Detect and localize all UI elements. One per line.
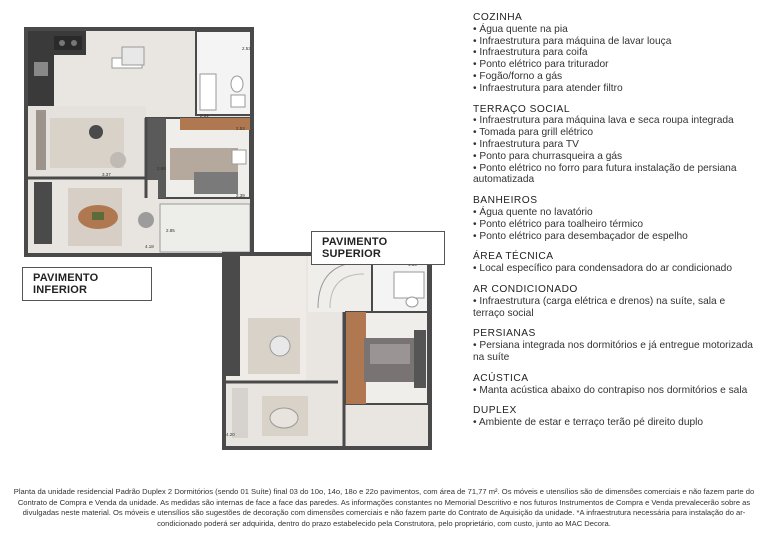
feature-item: • Água quente no lavatório xyxy=(473,207,758,219)
dim-label: 2.53 xyxy=(242,46,251,51)
feature-item: • Infraestrutura para TV xyxy=(473,139,758,151)
feature-item: • Água quente na pia xyxy=(473,24,758,36)
section-title: TERRAÇO SOCIAL xyxy=(473,103,571,115)
feature-section xyxy=(473,328,758,363)
dim-label: 4.18 xyxy=(145,244,154,249)
feature-section xyxy=(473,251,758,275)
feature-item: • Manta acústica abaixo do contrapiso nos dormitórios e sala xyxy=(473,385,758,397)
feature-section xyxy=(473,405,758,429)
feature-item: • Ponto para churrasqueira a gás xyxy=(473,151,758,163)
dim-label: 3.37 xyxy=(102,172,111,177)
section-title: BANHEIROS xyxy=(473,195,538,207)
feature-item: • Ambiente de estar e terraço terão pé direito duplo xyxy=(473,417,758,429)
dim-label: 2.88 xyxy=(157,166,166,171)
dim-label: 2.39 xyxy=(236,193,245,198)
disclaimer-footnote: Planta da unidade residencial Padrão Duplex 2 Dormitórios (sendo 01 Suíte) final 03 do 10o, 14o, 18o e 22o pavimentos, com área de 71,77 m². Os móveis e utensílios são de dimensões comerciais e não fazem parte do Contrato de Compra e Venda da unidade. As medidas são internas de face a face das paredes. As informações constantes no Memorial Descritivo e nos futuros Instrumentos de Compra e Venda prevalecerão sobre as divulgadas neste material. Os móveis e utensílios são sugestões de decoração com dimensões comerciais e não fazem parte do Contrato de Aquisição da unidade. *A infraestrutura necessária para instalação do ar-condicionado poderá ser adquirida, dentro do prazo estabelecido pela Construtora, pelo proprietário, com custo, junto ao MAC Decora. xyxy=(13,487,755,528)
dim-label: 2.53 xyxy=(236,126,245,131)
dim-label: 2.85 xyxy=(166,228,175,233)
section-title: AR CONDICIONADO xyxy=(473,283,578,295)
feature-section xyxy=(473,12,758,95)
section-title: PERSIANAS xyxy=(473,328,536,340)
feature-item: • Ponto elétrico para triturador xyxy=(473,59,758,71)
feature-item: • Ponto elétrico para toalheiro térmico xyxy=(473,219,758,231)
section-title: ÁREA TÉCNICA xyxy=(473,251,554,263)
feature-item: • Infraestrutura para atender filtro xyxy=(473,83,758,95)
dim-label: 4.20 xyxy=(226,432,235,437)
upper-floor-plan xyxy=(224,254,430,449)
feature-item: • Persiana integrada nos dormitórios e já entregue motorizada na suíte xyxy=(473,340,758,364)
feature-item: • Ponto elétrico no forro para futura instalação de persiana automatizada xyxy=(473,163,758,187)
feature-section xyxy=(473,284,758,319)
feature-section xyxy=(473,104,758,187)
section-title: DUPLEX xyxy=(473,405,517,417)
feature-item: • Infraestrutura para máquina lava e seca roupa integrada xyxy=(473,115,758,127)
feature-item: • Tomada para grill elétrico xyxy=(473,127,758,139)
feature-item: • Infraestrutura (carga elétrica e drenos) na suíte, sala e terraço social xyxy=(473,296,758,320)
feature-item: • Infraestrutura para máquina de lavar louça xyxy=(473,36,758,48)
section-title: COZINHA xyxy=(473,12,523,23)
feature-item: • Local específico para condensadora do ar condicionado xyxy=(473,263,758,275)
features-list xyxy=(473,12,758,438)
feature-item: • Infraestrutura para coifa xyxy=(473,47,758,59)
feature-section xyxy=(473,195,758,242)
floor-label-lower: PAVIMENTO INFERIOR xyxy=(22,267,152,301)
feature-item: • Ponto elétrico para desembaçador de espelho xyxy=(473,231,758,243)
dim-label: 2.51 xyxy=(200,113,209,118)
section-title: ACÚSTICA xyxy=(473,372,529,384)
floor-label-upper: PAVIMENTO SUPERIOR xyxy=(311,231,445,265)
feature-item: • Fogão/forno a gás xyxy=(473,71,758,83)
lower-floor-plan xyxy=(26,29,252,255)
feature-section xyxy=(473,373,758,397)
